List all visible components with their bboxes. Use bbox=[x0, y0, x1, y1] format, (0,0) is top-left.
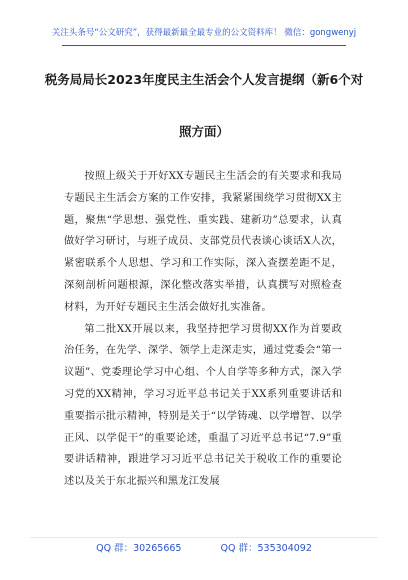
footer bbox=[0, 540, 408, 554]
footer-qq-group-2: QQ 群：535304092 bbox=[220, 543, 312, 554]
footer-divider bbox=[30, 537, 378, 538]
header-note: 关注头条号“公文研究”，获得最新最全最专业的公文资料库！ 微信：gongwenyj bbox=[51, 28, 357, 38]
body-paragraph-2: 第二批XX开展以来，我坚持把学习贯彻XX作为首要政治任务，在先学、深学、领学上走深走实，通过党委会“第一议题”、党委理论学习中心组、个人自学等多种方式，深入学习党的XX精神，学习习近平总书记关于XX系列重要讲话和重要指示批示精神，特别是关于“以学铸魂、以学增智、以学正风、以学促干”的重要论述，重温了习近平总书记“7.9”重要讲话精神，跟进学习习近平总书记关于税收工作的重要论述以及关于东北振兴和黑龙江发展 bbox=[64, 323, 342, 488]
body-paragraph-1: 按照上级关于开好XX专题民主生活会的有关要求和我局专题民主生活会方案的工作安排，我紧紧围绕学习贯彻XX主题，聚焦“学思想、强党性、重实践、建新功”总要求，认真做好学习研讨，与班子成员、支部党员代表谈心谈话X人次，紧密联系个人思想、学习和工作实际，深入查摆差距不足，深刻剖析问题根源，深化整改落实举措，认真撰写对照检查材料，为开好专题民主生活会做好扎实准备。 bbox=[64, 171, 342, 313]
document-body bbox=[64, 166, 342, 493]
title-line-1: 税务局局长2023年度民主生活会个人发言提纲（新6个对 bbox=[44, 72, 364, 87]
title-line-2: 照方面） bbox=[178, 124, 229, 139]
footer-qq-group-1: QQ 群：30265665 bbox=[96, 543, 182, 554]
header-divider bbox=[62, 45, 346, 46]
document-title bbox=[40, 70, 368, 142]
